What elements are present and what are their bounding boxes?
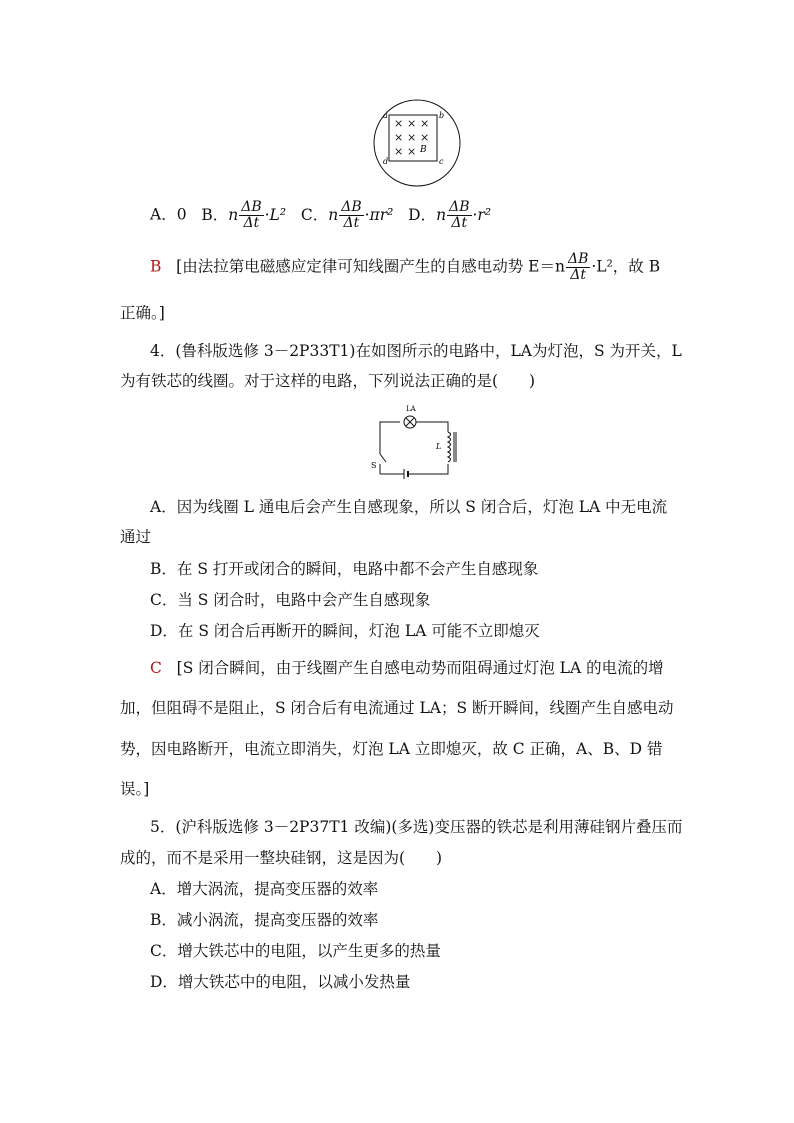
q3-option-c: C．n $\frac{\Delta B}{\Delta t}$ ·πr² <box>300 199 394 231</box>
q3-options <box>150 200 491 231</box>
q3-answer-tail: ·L²，故 B <box>591 257 661 276</box>
q5-option-d: D．增大铁芯中的电阻，以减小发热量 <box>150 973 411 991</box>
cross: × <box>394 117 404 130</box>
q3-option-a: A．0 <box>150 205 187 224</box>
q4-option-a-line2: 通过 <box>120 528 152 546</box>
cross: × <box>420 117 430 130</box>
q3-answer-letter: B <box>150 257 162 276</box>
q4-stem-line1: 4．(鲁科版选修 3－2P33T1)在如图所示的电路中，LA为灯泡，S 为开关，L <box>150 342 682 360</box>
cross: × <box>394 131 404 144</box>
q5-option-a: A．增大涡流，提高变压器的效率 <box>150 880 379 898</box>
q4-option-a-line1: A．因为线圈 L 通电后会产生自感现象，所以 S 闭合后，灯泡 LA 中无电流 <box>150 498 668 516</box>
q4-answer-letter: C <box>150 659 162 677</box>
switch-label: S <box>371 461 377 470</box>
q4-answer-line2: 加，但阻碍不是阻止，S 闭合后有电流通过 LA；S 断开瞬间，线圈产生自感电动 <box>120 699 674 717</box>
corner-c-label: c <box>439 157 444 166</box>
q3-option-d: D．n $\frac{\Delta B}{\Delta t}$ ·r² <box>408 199 492 231</box>
q4-option-d: D．在 S 闭合后再断开的瞬间，灯泡 LA 可能不立即熄灭 <box>150 622 540 640</box>
lamp-label: LA <box>406 405 416 413</box>
q3-answer: B [由法拉第电磁感应定律可知线圈产生的自感电动势 E＝n $\frac{\Delta B}{\Delta t}$ ·L²，故 B <box>150 251 661 283</box>
corner-d-label: d <box>383 157 389 166</box>
q4-option-c: C．当 S 闭合时，电路中会产生自感现象 <box>150 591 431 609</box>
coil-label: L <box>436 442 442 451</box>
q4-option-b: B．在 S 打开或闭合的瞬间，电路中都不会产生自感现象 <box>150 560 539 578</box>
cross: × <box>407 117 417 130</box>
q4-answer-line3: 势，因电路断开，电流立即消失，灯泡 LA 立即熄灭，故 C 正确，A、B、D 错 <box>120 740 663 758</box>
q5-option-b: B．减小涡流，提高变压器的效率 <box>150 911 379 929</box>
cross: × <box>394 145 404 158</box>
cross: × <box>407 131 417 144</box>
q4-stem-line2: 为有铁芯的线圈。对于这样的电路，下列说法正确的是( ) <box>120 372 536 390</box>
field-b-label: B <box>420 145 427 155</box>
q5-stem-line1: 5．(沪科版选修 3－2P37T1 改编)(多选)变压器的铁芯是利用薄硅钢片叠压而 <box>150 818 683 836</box>
corner-a-label: a <box>383 111 388 120</box>
circuit-figure <box>370 402 460 480</box>
q3-answer-text: [由法拉第电磁感应定律可知线圈产生的自感电动势 E＝n <box>176 257 565 276</box>
q3-option-b: B．n $\frac{\Delta B}{\Delta t}$ ·L² <box>201 199 287 231</box>
corner-b-label: b <box>439 111 445 120</box>
q4-answer-line4: 误。] <box>120 780 150 798</box>
cross: × <box>420 131 430 144</box>
q3-answer-line2: 正确。] <box>120 304 165 322</box>
q5-option-c: C．增大铁芯中的电阻，以产生更多的热量 <box>150 942 441 960</box>
q4-answer-line1: C [S 闭合瞬间，由于线圈产生自感电动势而阻碍通过灯泡 LA 的电流的增 <box>150 659 664 677</box>
q5-stem-line2: 成的，而不是采用一整块硅钢，这是因为( ) <box>120 849 443 867</box>
switch-lever <box>380 454 386 462</box>
coil-symbol <box>448 432 451 462</box>
cross: × <box>407 145 417 158</box>
magnetic-field-figure <box>372 98 462 188</box>
